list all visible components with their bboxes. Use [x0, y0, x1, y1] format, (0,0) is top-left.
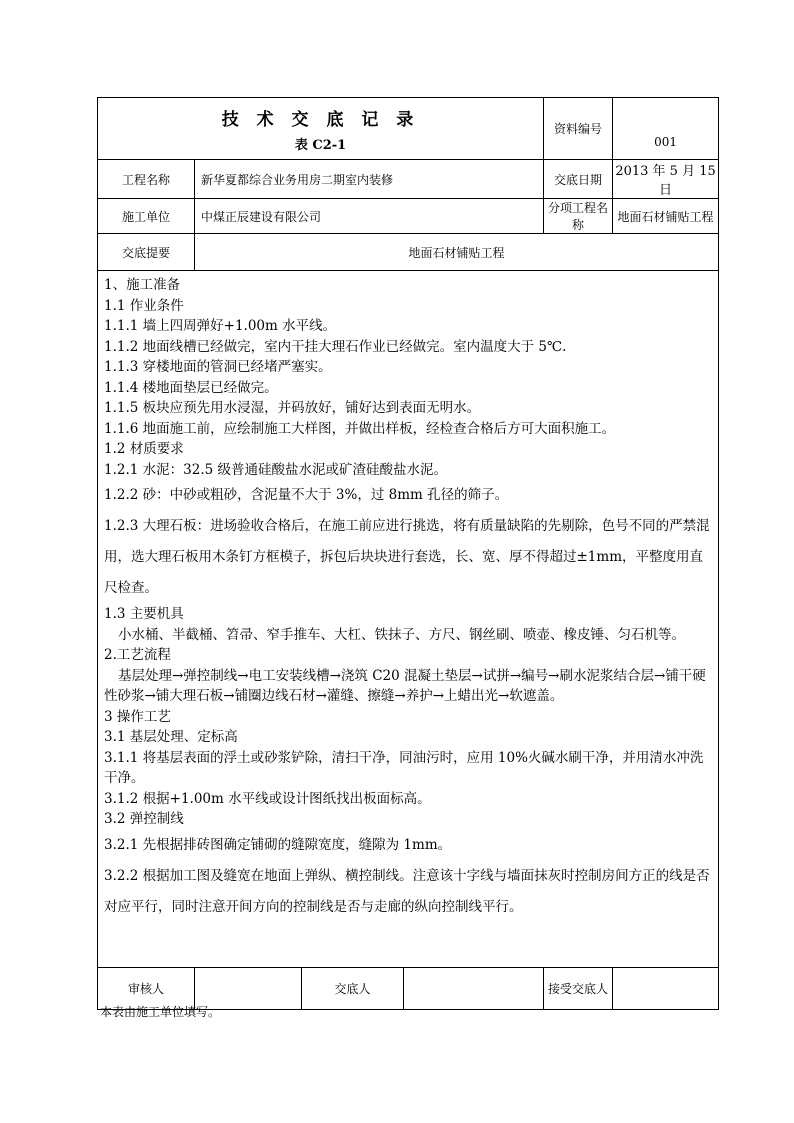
content-line: 3.1 基层处理、定标高 [104, 729, 238, 745]
content-line: 3.2.2 根据加工图及缝宽在地面上弹纵、横控制线。注意该十字线与墙面抹灰时控制房间方正的线是否对应平行，同时注意开间方向的控制线是否与走廊的纵向控制线平行。 [104, 867, 710, 915]
contractor-label: 施工单位 [98, 199, 195, 234]
date-value[interactable]: 2013 年 5 月 15日 [613, 160, 719, 199]
content-line: 基层处理→弹控制线→电工安装线槽→浇筑 C20 混凝土垫层→试拼→编号→刷水泥浆结合层→铺干硬性砂浆→铺大理石板→铺圈边线石材→灌缝、擦缝→养护→上蜡出光→软遮盖。 [104, 667, 706, 704]
content-line: 1、施工准备 [104, 277, 181, 293]
reviewer-label: 审核人 [98, 968, 195, 1010]
content-line: 1.1.3 穿楼地面的管洞已经堵严塞实。 [104, 359, 332, 375]
content-line: 1.2.1 水泥：32.5 级普通硅酸盐水泥或矿渣硅酸盐水泥。 [104, 461, 447, 478]
content-line: 1.1.6 地面施工前，应绘制施工大样图，并做出样板，经检查合格后方可大面积施工。 [104, 420, 616, 437]
content-line: 1.1.4 楼地面垫层已经做完。 [104, 379, 278, 396]
content-line: 3 操作工艺 [104, 708, 171, 725]
form-code: 表 C2-1 [294, 137, 347, 153]
content-line: 1.2.3 大理石板：进场验收合格后，在施工前应进行挑选，将有质量缺陷的先剔除，色号不同的严禁混用，选大理石板用木条钉方框模子，拆包后块块进行套选，长、宽、厚不得超过±1mm，平整度用直尺检查。 [104, 518, 710, 596]
doc-no-value[interactable]: 001 [613, 98, 719, 160]
content-line: 1.2.2 砂：中砂或粗砂，含泥量不大于 3%，过 8mm 孔径的筛子。 [104, 487, 509, 503]
content-line: 3.2.1 先根据排砖图确定铺砌的缝隙宽度，缝隙为 1mm。 [104, 836, 452, 853]
discloser-signature-field[interactable] [404, 968, 544, 1010]
subproject-value[interactable]: 地面石材铺贴工程 [613, 199, 719, 234]
content-line: 1.1.2 地面线槽已经做完，室内干挂大理石作业已经做完。室内温度大于 5℃. [104, 338, 567, 355]
content-line: 3.1.2 根据+1.00m 水平线或设计图纸找出板面标高。 [104, 790, 431, 807]
title-cell [98, 98, 544, 160]
content-line: 1.1.1 墙上四周弹好+1.00m 水平线。 [104, 318, 337, 334]
document-title: 技 术 交 底 记 录 [221, 109, 420, 130]
content-line: 1.3 主要机具 [104, 606, 184, 622]
content-line: 2.工艺流程 [104, 647, 171, 663]
disclosure-content[interactable] [98, 271, 719, 968]
summary-value[interactable]: 地面石材铺贴工程 [195, 234, 719, 271]
receiver-signature-field[interactable] [613, 968, 719, 1010]
contractor-value[interactable]: 中煤正辰建设有限公司 [195, 199, 544, 234]
date-label: 交底日期 [544, 160, 613, 199]
disclosure-record-table [97, 97, 719, 1010]
project-name-label: 工程名称 [98, 160, 195, 199]
footnote: 本表由施工单位填写。 [100, 1005, 221, 1019]
content-line: 3.1.1 将基层表面的浮土或砂浆铲除，清扫干净，同油污时，应用 10%火碱水刷干净，并用清水冲洗干净。 [104, 749, 704, 786]
discloser-label: 交底人 [302, 968, 404, 1010]
content-line: 1.2 材质要求 [104, 441, 184, 457]
project-name-value[interactable]: 新华夏都综合业务用房二期室内装修 [195, 160, 544, 199]
doc-no-label: 资料编号 [544, 98, 613, 160]
content-line: 1.1.5 板块应预先用水浸湿，并码放好，铺好达到表面无明水。 [104, 400, 481, 416]
content-line: 3.2 弹控制线 [104, 811, 184, 827]
receiver-label: 接受交底人 [544, 968, 613, 1010]
summary-label: 交底提要 [98, 234, 195, 271]
content-line: 1.1 作业条件 [104, 297, 184, 314]
subproject-label: 分项工程名称 [544, 199, 613, 234]
content-line: 小水桶、半截桶、笤帚、窄手推车、大杠、铁抹子、方尺、钢丝刷、喷壶、橡皮锤、匀石机等。 [118, 626, 685, 643]
